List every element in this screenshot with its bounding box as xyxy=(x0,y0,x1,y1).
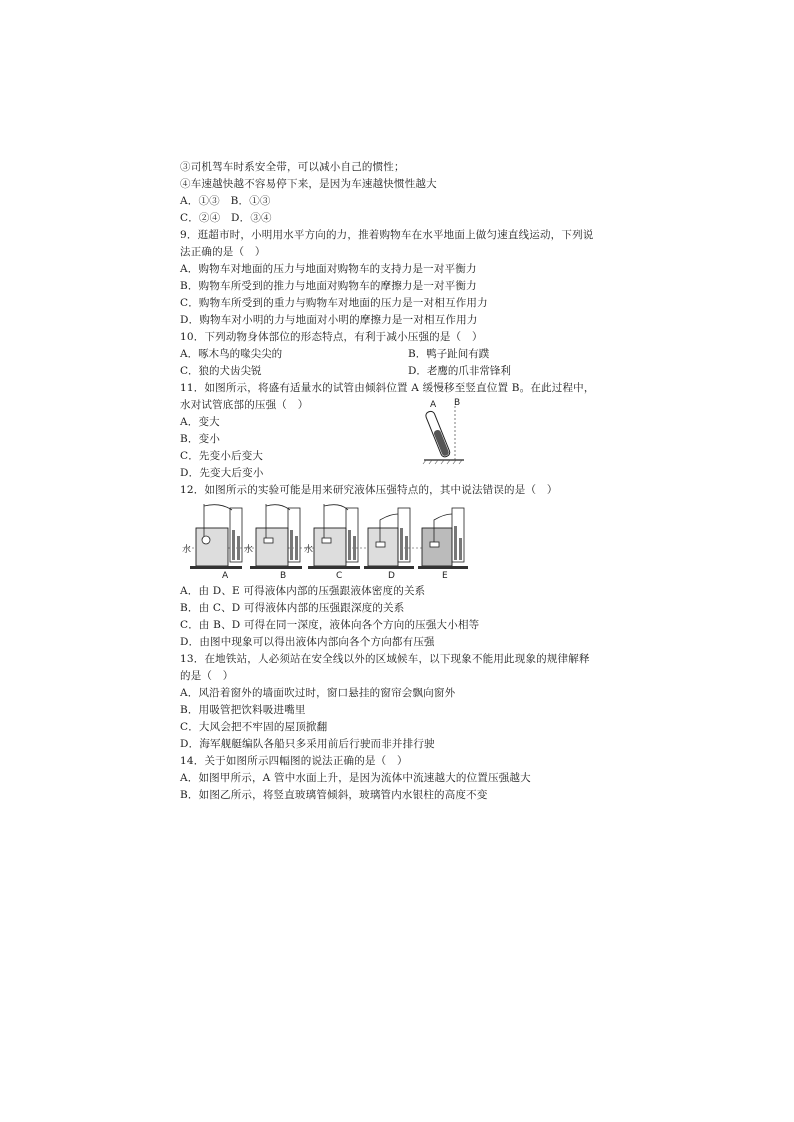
q13-stem: 的是（ ） xyxy=(180,670,234,682)
q13-option-a: A．风沿着窗外的墙面吹过时，窗口悬挂的窗帘会飘向窗外 xyxy=(180,687,456,699)
q11-fig-label-b: B xyxy=(454,398,461,408)
q10-option-a: A．啄木鸟的喙尖尖的 xyxy=(180,348,283,360)
q9-option-a: A．购物车对地面的压力与地面对购物车的支持力是一对平衡力 xyxy=(180,263,477,275)
q13-option-d: D．海军舰艇编队各船只多采用前后行驶而非并排行驶 xyxy=(180,738,435,750)
fig-letter-b: B xyxy=(280,571,287,580)
q14-option-a: A．如图甲所示，A 管中水面上升，是因为流体中流速越大的位置压强越大 xyxy=(180,772,531,784)
q13-stem: 13．在地铁站，人必须站在安全线以外的区域候车，以下现象不能用此现象的规律解释 xyxy=(180,653,590,665)
q11-option-c: C．先变小后变大 xyxy=(180,450,264,462)
q9-stem: 9．逛超市时，小明用水平方向的力，推着购物车在水平地面上做匀速直线运动，下列说 xyxy=(180,229,594,241)
q12-option-d: D．由图中现象可以得出液体内部向各个方向都有压强 xyxy=(180,636,435,648)
fig-label-water: 水 xyxy=(304,545,314,555)
q11-stem: 水对试管底部的压强（ ） xyxy=(180,399,309,411)
q12-option-c: C．由 B、D 可得在同一深度，液体向各个方向的压强大小相等 xyxy=(180,619,480,631)
q11-fig-label-a: A xyxy=(430,400,437,410)
q9-option-b: B．购物车所受到的推力与地面对购物车的摩擦力是一对平衡力 xyxy=(180,280,477,292)
fig-label-water: 水 xyxy=(182,545,192,555)
fig-letter-a: A xyxy=(222,571,229,580)
q10-option-d: D．老鹰的爪非常锋利 xyxy=(408,365,511,377)
q11-option-a: A．变大 xyxy=(180,416,220,428)
apparatus-d xyxy=(364,508,414,569)
apparatus-c xyxy=(308,504,360,569)
q11-stem: 11．如图所示，将盛有适量水的试管由倾斜位置 A 缓慢移至竖直位置 B。在此过程中， xyxy=(180,382,595,394)
text-line: ④车速越快越不容易停下来，是因为车速越快惯性越大 xyxy=(180,178,437,190)
q12-option-a: A．由 D、E 可得液体内部的压强跟液体密度的关系 xyxy=(180,585,426,597)
q9-option-d: D．购物车对小明的力与地面对小明的摩擦力是一对相互作用力 xyxy=(180,314,478,326)
q11-option-b: B．变小 xyxy=(180,433,221,445)
text-line: ③司机驾车时系安全带，可以减小自己的惯性； xyxy=(180,161,405,173)
q12-pressure-gauge-figure xyxy=(180,500,480,580)
q11-test-tube-figure xyxy=(418,398,468,468)
text-line: C．②④ D．③④ xyxy=(180,212,272,224)
q10-stem: 10．下列动物身体部位的形态特点，有利于减小压强的是（ ） xyxy=(180,331,483,343)
q10-option-b: B．鸭子趾间有蹼 xyxy=(408,348,490,360)
text-line: A．①③ B．①③ xyxy=(180,195,271,207)
q10-option-c: C．狼的犬齿尖锐 xyxy=(180,365,262,377)
fig-label-water: 水 xyxy=(244,545,254,555)
q13-option-b: B．用吸管把饮料吸进嘴里 xyxy=(180,704,306,716)
q11-option-d: D．先变大后变小 xyxy=(180,467,264,479)
q12-option-b: B．由 C、D 可得液体内部的压强跟深度的关系 xyxy=(180,602,405,614)
q9-option-c: C．购物车所受到的重力与购物车对地面的压力是一对相互作用力 xyxy=(180,297,488,309)
q12-stem: 12．如图所示的实验可能是用来研究液体压强特点的，其中说法错误的是（ ） xyxy=(180,484,558,496)
fig-letter-c: C xyxy=(336,571,343,580)
q9-stem: 法正确的是（ ） xyxy=(180,246,266,258)
q14-stem: 14．关于如图所示四幅图的说法正确的是（ ） xyxy=(180,755,408,767)
apparatus-e xyxy=(418,508,468,569)
fig-letter-e: E xyxy=(442,571,448,580)
apparatus-a xyxy=(190,504,242,569)
fig-letter-d: D xyxy=(388,571,395,580)
q14-option-b: B．如图乙所示，将竖直玻璃管倾斜，玻璃管内水银柱的高度不变 xyxy=(180,789,488,801)
apparatus-b xyxy=(250,504,302,569)
q13-option-c: C．大风会把不牢固的屋顶掀翻 xyxy=(180,721,328,733)
